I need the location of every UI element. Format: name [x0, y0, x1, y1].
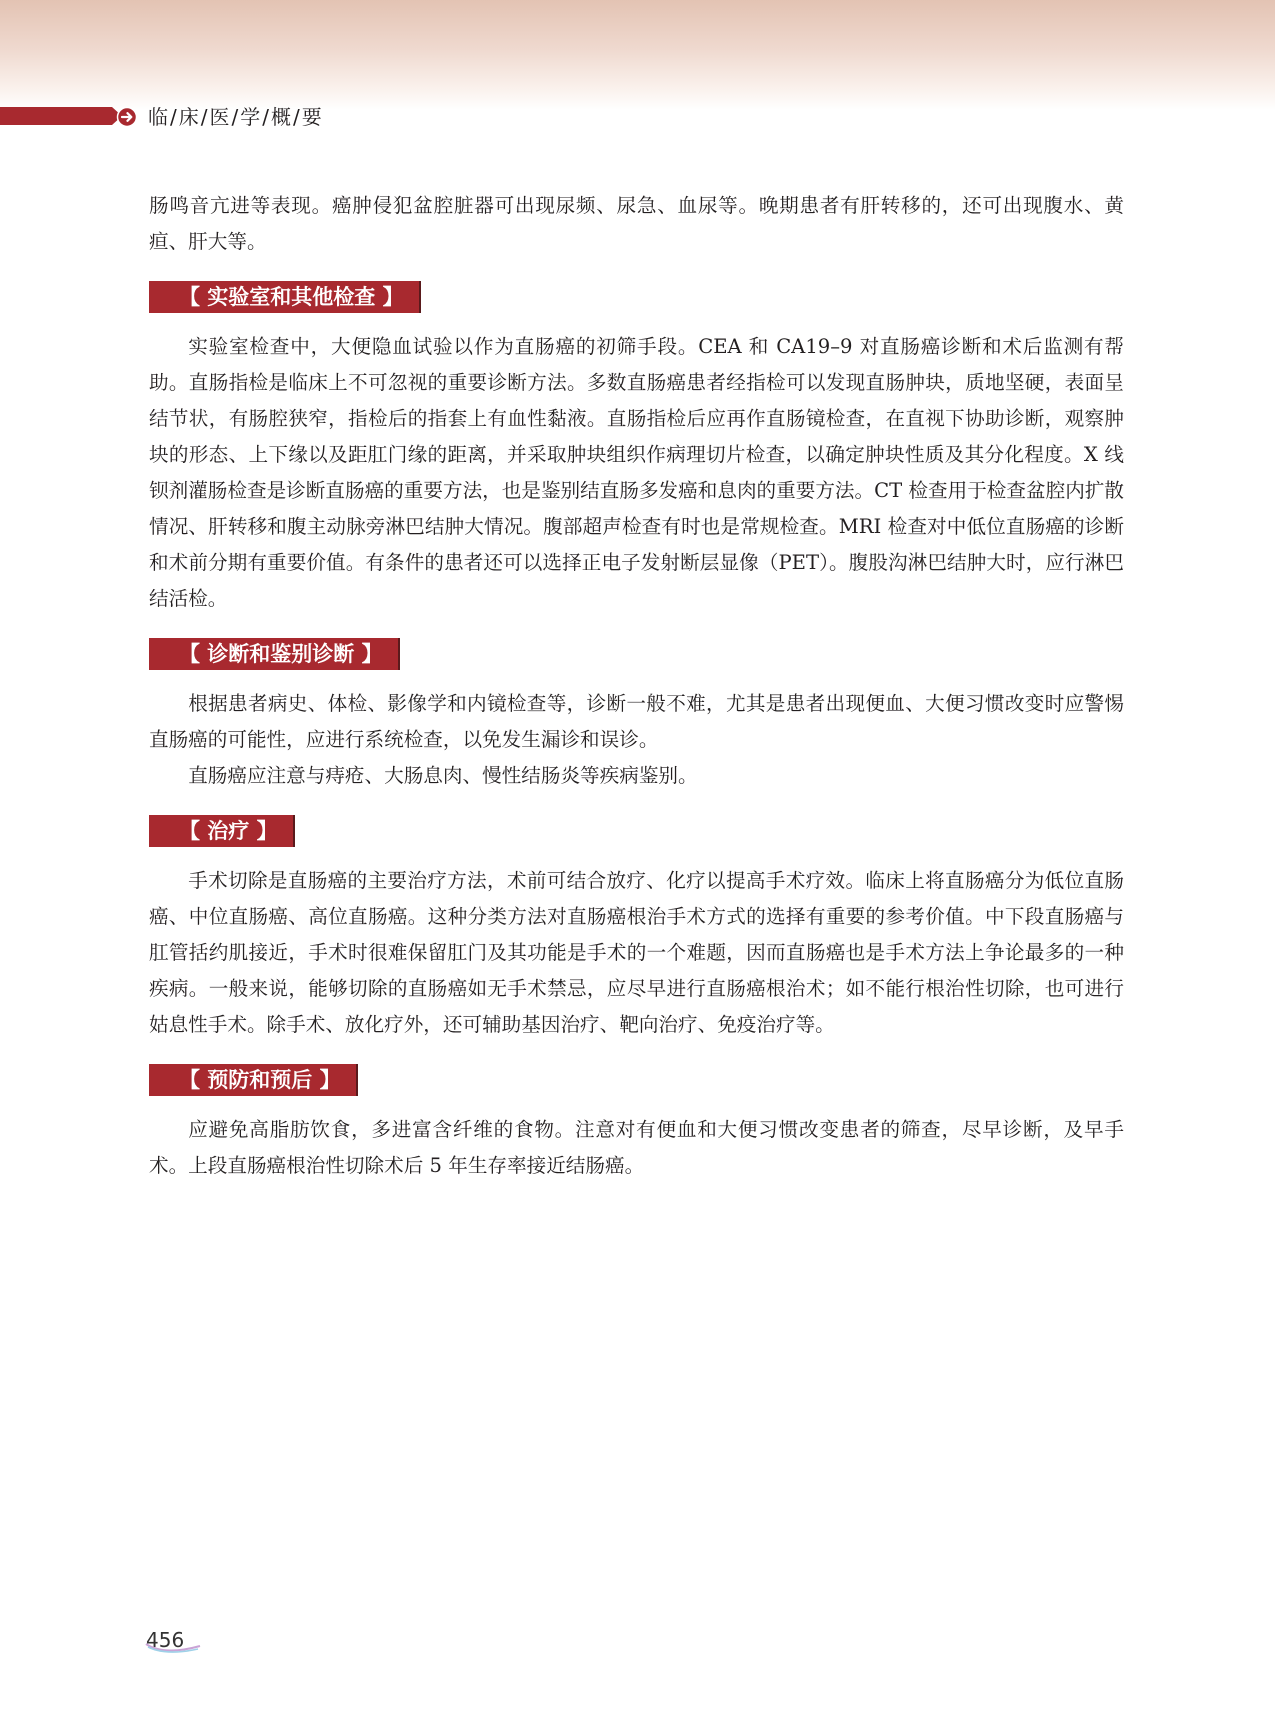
- section-heading-diagnosis: 【 诊断和鉴别诊断 】: [149, 638, 393, 670]
- page-top-gradient: [0, 0, 1275, 110]
- section-heading-prevention: 【 预防和预后 】: [149, 1064, 351, 1096]
- page-content: [149, 188, 1124, 1184]
- paragraph-diagnosis-1: 根据患者病史、体检、影像学和内镜检查等，诊断一般不难，尤其是患者出现便血、大便习惯改变时应警惕直肠癌的可能性，应进行系统检查，以免发生漏诊和误诊。: [149, 692, 1124, 751]
- section-heading-treatment: 【 治疗 】: [149, 815, 288, 847]
- intro-paragraph: 肠鸣音亢进等表现。癌肿侵犯盆腔脏器可出现尿频、尿急、血尿等。晚期患者有肝转移的，还可出现腹水、黄疸、肝大等。: [149, 194, 1124, 253]
- page-number-swoosh-icon: [144, 1640, 204, 1656]
- section-heading-lab-tests: 【 实验室和其他检查 】: [149, 281, 414, 313]
- paragraph-diagnosis-2: 直肠癌应注意与痔疮、大肠息肉、慢性结肠炎等疾病鉴别。: [188, 764, 698, 787]
- arrow-right-circle-icon: [116, 106, 138, 128]
- header-accent-bar: [0, 107, 112, 125]
- paragraph-lab-tests: 实验室检查中，大便隐血试验以作为直肠癌的初筛手段。CEA 和 CA19–9 对直肠癌诊断和术后监测有帮助。直肠指检是临床上不可忽视的重要诊断方法。多数直肠癌患者经指检可以发现直肠肿块，质地坚硬，表面呈结节状，有肠腔狭窄，指检后的指套上有血性黏液。直肠指检后应再作直肠镜检查，在直视下协助诊断，观察肿块的形态、上下缘以及距肛门缘的距离，并采取肿块组织作病理切片检查，以确定肿块性质及其分化程度。X 线钡剂灌肠检查是诊断直肠癌的重要方法，也是鉴别结直肠多发癌和息肉的重要方法。CT 检查用于检查盆腔内扩散情况、肝转移和腹主动脉旁淋巴结肿大情况。腹部超声检查有时也是常规检查。MRI 检查对中低位直肠癌的诊断和术前分期有重要价值。有条件的患者还可以选择正电子发射断层显像（PET）。腹股沟淋巴结肿大时，应行淋巴结活检。: [149, 335, 1124, 610]
- book-title: 临/床/医/学/概/要: [148, 105, 324, 129]
- page-number: 456: [146, 1628, 185, 1652]
- paragraph-prevention: 应避免高脂肪饮食，多进富含纤维的食物。注意对有便血和大便习惯改变患者的筛查，尽早诊断，及早手术。上段直肠癌根治性切除术后 5 年生存率接近结肠癌。: [149, 1118, 1124, 1177]
- paragraph-treatment: 手术切除是直肠癌的主要治疗方法，术前可结合放疗、化疗以提高手术疗效。临床上将直肠癌分为低位直肠癌、中位直肠癌、高位直肠癌。这种分类方法对直肠癌根治手术方式的选择有重要的参考价值。中下段直肠癌与肛管括约肌接近，手术时很难保留肛门及其功能是手术的一个难题，因而直肠癌也是手术方法上争论最多的一种疾病。一般来说，能够切除的直肠癌如无手术禁忌，应尽早进行直肠癌根治术；如不能行根治性切除，也可进行姑息性手术。除手术、放化疗外，还可辅助基因治疗、靶向治疗、免疫治疗等。: [149, 869, 1124, 1036]
- running-header: [0, 104, 1275, 129]
